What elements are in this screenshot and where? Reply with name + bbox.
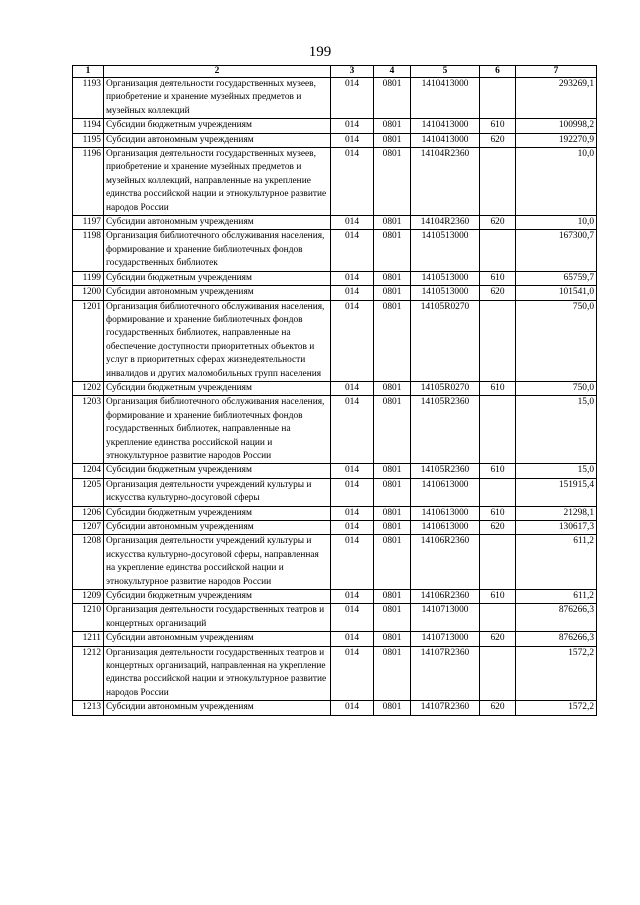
table-row xyxy=(73,646,597,701)
amount: 15,0 xyxy=(516,464,597,478)
table-row xyxy=(73,506,597,520)
row-name: Субсидии автономным учреждениям xyxy=(104,521,331,535)
ministry-code: 014 xyxy=(331,133,374,147)
amount: 10,0 xyxy=(516,148,597,216)
target-article-code: 1410413000 xyxy=(411,133,480,147)
section-code: 0801 xyxy=(374,271,411,285)
amount: 65759,7 xyxy=(516,271,597,285)
expense-type-code: 620 xyxy=(480,521,516,535)
row-name: Организация деятельности государственных музеев, приобретение и хранение музейных предметов и музейных коллекций xyxy=(104,78,331,119)
column-header: 5 xyxy=(411,66,480,78)
section-code: 0801 xyxy=(374,590,411,604)
table-row xyxy=(73,216,597,230)
row-number: 1207 xyxy=(73,521,104,535)
ministry-code: 014 xyxy=(331,148,374,216)
ministry-code: 014 xyxy=(331,646,374,701)
row-number: 1203 xyxy=(73,396,104,464)
section-code: 0801 xyxy=(374,464,411,478)
expense-type-code xyxy=(480,646,516,701)
ministry-code: 014 xyxy=(331,396,374,464)
section-code: 0801 xyxy=(374,396,411,464)
expense-type-code: 610 xyxy=(480,590,516,604)
target-article-code: 14106R2360 xyxy=(411,535,480,590)
table-row xyxy=(73,632,597,646)
section-code: 0801 xyxy=(374,119,411,133)
target-article-code: 14104R2360 xyxy=(411,216,480,230)
table-row xyxy=(73,133,597,147)
row-name: Субсидии бюджетным учреждениям xyxy=(104,119,331,133)
amount: 192270,9 xyxy=(516,133,597,147)
column-header: 7 xyxy=(516,66,597,78)
header-row xyxy=(73,66,597,78)
target-article-code: 1410513000 xyxy=(411,271,480,285)
amount: 1572,2 xyxy=(516,701,597,715)
expense-type-code xyxy=(480,535,516,590)
table-row xyxy=(73,521,597,535)
row-number: 1208 xyxy=(73,535,104,590)
target-article-code: 1410413000 xyxy=(411,119,480,133)
expense-type-code xyxy=(480,300,516,381)
ministry-code: 014 xyxy=(331,590,374,604)
table-row xyxy=(73,271,597,285)
section-code: 0801 xyxy=(374,478,411,506)
row-name: Организация деятельности учреждений культуры и искусства культурно-досуговой сферы xyxy=(104,478,331,506)
column-header: 4 xyxy=(374,66,411,78)
row-name: Субсидии автономным учреждениям xyxy=(104,701,331,715)
section-code: 0801 xyxy=(374,216,411,230)
target-article-code: 1410613000 xyxy=(411,521,480,535)
table-row xyxy=(73,300,597,381)
row-name: Организация деятельности государственных театров и концертных организаций, направленная на укрепление единства российской нации и этнокультурное развитие народов России xyxy=(104,646,331,701)
expense-type-code: 620 xyxy=(480,216,516,230)
row-number: 1200 xyxy=(73,286,104,300)
expense-type-code: 610 xyxy=(480,119,516,133)
table-row xyxy=(73,604,597,632)
target-article-code: 14105R2360 xyxy=(411,396,480,464)
expense-type-code: 620 xyxy=(480,286,516,300)
ministry-code: 014 xyxy=(331,521,374,535)
section-code: 0801 xyxy=(374,381,411,395)
row-name: Организация деятельности учреждений культуры и искусства культурно-досуговой сферы, направленная на укрепление единства российской нации и этнокультурное развитие народов России xyxy=(104,535,331,590)
row-name: Субсидии бюджетным учреждениям xyxy=(104,381,331,395)
amount: 1572,2 xyxy=(516,646,597,701)
row-number: 1197 xyxy=(73,216,104,230)
section-code: 0801 xyxy=(374,535,411,590)
section-code: 0801 xyxy=(374,646,411,701)
amount: 750,0 xyxy=(516,300,597,381)
ministry-code: 014 xyxy=(331,535,374,590)
row-number: 1194 xyxy=(73,119,104,133)
ministry-code: 014 xyxy=(331,604,374,632)
ministry-code: 014 xyxy=(331,506,374,520)
table-row xyxy=(73,464,597,478)
column-header: 2 xyxy=(104,66,331,78)
ministry-code: 014 xyxy=(331,632,374,646)
row-number: 1202 xyxy=(73,381,104,395)
row-number: 1193 xyxy=(73,78,104,119)
column-header: 6 xyxy=(480,66,516,78)
amount: 10,0 xyxy=(516,216,597,230)
row-name: Субсидии бюджетным учреждениям xyxy=(104,464,331,478)
expense-type-code xyxy=(480,478,516,506)
ministry-code: 014 xyxy=(331,478,374,506)
expense-type-code: 610 xyxy=(480,464,516,478)
row-number: 1201 xyxy=(73,300,104,381)
expense-type-code xyxy=(480,396,516,464)
row-number: 1211 xyxy=(73,632,104,646)
amount: 876266,3 xyxy=(516,632,597,646)
row-number: 1210 xyxy=(73,604,104,632)
row-name: Субсидии автономным учреждениям xyxy=(104,286,331,300)
table-row xyxy=(73,119,597,133)
row-number: 1198 xyxy=(73,230,104,271)
row-number: 1195 xyxy=(73,133,104,147)
target-article-code: 14104R2360 xyxy=(411,148,480,216)
expense-type-code xyxy=(480,148,516,216)
expense-type-code: 620 xyxy=(480,133,516,147)
section-code: 0801 xyxy=(374,632,411,646)
section-code: 0801 xyxy=(374,133,411,147)
ministry-code: 014 xyxy=(331,78,374,119)
expense-type-code: 610 xyxy=(480,381,516,395)
table-row xyxy=(73,396,597,464)
amount: 611,2 xyxy=(516,535,597,590)
row-name: Субсидии автономным учреждениям xyxy=(104,632,331,646)
row-number: 1196 xyxy=(73,148,104,216)
section-code: 0801 xyxy=(374,604,411,632)
expense-type-code: 620 xyxy=(480,701,516,715)
row-number: 1212 xyxy=(73,646,104,701)
target-article-code: 14105R0270 xyxy=(411,381,480,395)
table-row xyxy=(73,230,597,271)
table-row xyxy=(73,78,597,119)
section-code: 0801 xyxy=(374,521,411,535)
table-row xyxy=(73,148,597,216)
target-article-code: 1410413000 xyxy=(411,78,480,119)
section-code: 0801 xyxy=(374,701,411,715)
table-row xyxy=(73,701,597,715)
amount: 611,2 xyxy=(516,590,597,604)
section-code: 0801 xyxy=(374,148,411,216)
expense-type-code xyxy=(480,604,516,632)
section-code: 0801 xyxy=(374,230,411,271)
row-name: Организация библиотечного обслуживания населения, формирование и хранение библиотечных фондов государственных библиотек, направленные на обеспечение доступности приоритетных объектов и услуг в приоритетных сферах жизнедеятельности инвалидов и других маломобильных групп населения xyxy=(104,300,331,381)
amount: 167300,7 xyxy=(516,230,597,271)
table-row xyxy=(73,590,597,604)
ministry-code: 014 xyxy=(331,119,374,133)
table-row xyxy=(73,286,597,300)
target-article-code: 14106R2360 xyxy=(411,590,480,604)
target-article-code: 1410613000 xyxy=(411,506,480,520)
table-row xyxy=(73,535,597,590)
target-article-code: 14105R0270 xyxy=(411,300,480,381)
budget-table xyxy=(72,65,597,716)
expense-type-code: 610 xyxy=(480,506,516,520)
ministry-code: 014 xyxy=(331,286,374,300)
amount: 876266,3 xyxy=(516,604,597,632)
ministry-code: 014 xyxy=(331,216,374,230)
target-article-code: 1410713000 xyxy=(411,604,480,632)
amount: 293269,1 xyxy=(516,78,597,119)
target-article-code: 1410713000 xyxy=(411,632,480,646)
section-code: 0801 xyxy=(374,286,411,300)
ministry-code: 014 xyxy=(331,300,374,381)
amount: 151915,4 xyxy=(516,478,597,506)
amount: 15,0 xyxy=(516,396,597,464)
row-name: Субсидии автономным учреждениям xyxy=(104,133,331,147)
ministry-code: 014 xyxy=(331,381,374,395)
target-article-code: 1410513000 xyxy=(411,230,480,271)
expense-type-code: 620 xyxy=(480,632,516,646)
ministry-code: 014 xyxy=(331,230,374,271)
target-article-code: 14107R2360 xyxy=(411,646,480,701)
row-name: Субсидии бюджетным учреждениям xyxy=(104,506,331,520)
row-name: Организация деятельности государственных музеев, приобретение и хранение музейных предметов и музейных коллекций, направленные на укрепление единства российской нации и этнокультурное развитие народов России xyxy=(104,148,331,216)
target-article-code: 14107R2360 xyxy=(411,701,480,715)
row-number: 1213 xyxy=(73,701,104,715)
target-article-code: 14105R2360 xyxy=(411,464,480,478)
row-name: Организация библиотечного обслуживания населения, формирование и хранение библиотечных фондов государственных библиотек, направленные на укрепление единства российской нации и этнокультурное развитие народов России xyxy=(104,396,331,464)
ministry-code: 014 xyxy=(331,271,374,285)
row-number: 1209 xyxy=(73,590,104,604)
row-name: Субсидии бюджетным учреждениям xyxy=(104,271,331,285)
expense-type-code xyxy=(480,230,516,271)
table-row xyxy=(73,381,597,395)
target-article-code: 1410513000 xyxy=(411,286,480,300)
row-name: Субсидии бюджетным учреждениям xyxy=(104,590,331,604)
column-header: 1 xyxy=(73,66,104,78)
section-code: 0801 xyxy=(374,78,411,119)
ministry-code: 014 xyxy=(331,701,374,715)
row-name: Организация библиотечного обслуживания населения, формирование и хранение библиотечных фондов государственных библиотек xyxy=(104,230,331,271)
row-name: Субсидии автономным учреждениям xyxy=(104,216,331,230)
amount: 101541,0 xyxy=(516,286,597,300)
expense-type-code xyxy=(480,78,516,119)
row-number: 1205 xyxy=(73,478,104,506)
amount: 21298,1 xyxy=(516,506,597,520)
expense-type-code: 610 xyxy=(480,271,516,285)
column-header: 3 xyxy=(331,66,374,78)
amount: 750,0 xyxy=(516,381,597,395)
amount: 130617,3 xyxy=(516,521,597,535)
section-code: 0801 xyxy=(374,300,411,381)
row-number: 1206 xyxy=(73,506,104,520)
ministry-code: 014 xyxy=(331,464,374,478)
page-number: 199 xyxy=(308,44,332,60)
amount: 100998,2 xyxy=(516,119,597,133)
table-row xyxy=(73,478,597,506)
row-number: 1199 xyxy=(73,271,104,285)
section-code: 0801 xyxy=(374,506,411,520)
row-number: 1204 xyxy=(73,464,104,478)
target-article-code: 1410613000 xyxy=(411,478,480,506)
row-name: Организация деятельности государственных театров и концертных организаций xyxy=(104,604,331,632)
